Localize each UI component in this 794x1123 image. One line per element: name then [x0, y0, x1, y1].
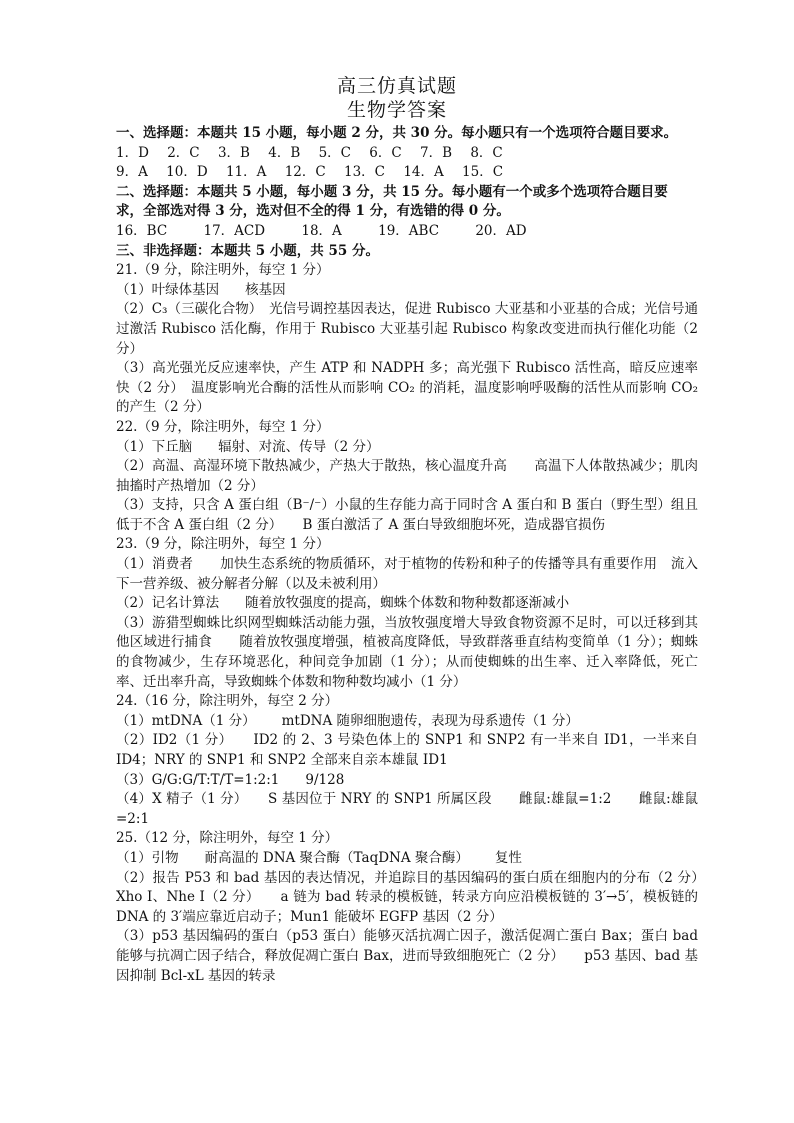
answer-item: 4．B	[268, 144, 301, 161]
answer-item: 17．ACD	[203, 222, 266, 239]
q22-part1-b: 辐射、对流、传导（2 分）	[218, 438, 380, 455]
section1-answers-row2	[116, 163, 698, 183]
answer-item: 18．A	[301, 222, 342, 239]
section1-answers-row1	[116, 144, 698, 164]
q23-heading: 23.（9 分，除注明外，每空 1 分）	[116, 536, 330, 553]
section2-answers	[116, 222, 698, 242]
section1-header: 一、选择题：本题共 15 小题，每小题 2 分，共 30 分。每小题只有一个选项符合题目要求。	[116, 125, 678, 141]
answer-item: 7．B	[420, 144, 453, 161]
q24-heading: 24.（16 分，除注明外，每空 2 分）	[116, 693, 339, 710]
section2-header-line1: 二、选择题：本题共 5 小题，每小题 3 分，共 15 分。每小题有一个或多个选项符合题目要	[116, 183, 668, 200]
q25-part1-b: 耐高温的 DNA 聚合酶（TaqDNA 聚合酶）	[204, 849, 469, 866]
q21-part2: （2）C₃（三碳化合物） 光信号调控基因表达，促进 Rubisco 大亚基和小亚基的合成；光信号通过激活 Rubisco 活化酶，作用于 Rubisco 大亚基引起 Rubisco 构象改变进而执行催化功能（2 分）	[116, 301, 698, 357]
q21-part3: （3）高光强光反应速率快，产生 ATP 和 NADPH 多；高光强下 Rubisco 活性高，暗反应速率快（2 分） 温度影响光合酶的活性从而影响 CO₂ 的消耗，温度影响呼吸酶的活性从而影响 CO₂ 的产生（2 分）	[116, 360, 698, 416]
q22-part1-a: （1）下丘脑	[116, 438, 193, 455]
answer-item: 11．A	[225, 164, 267, 181]
q24-part4: （4）X 精子（1 分） S 基因位于 NRY 的 SNP1 所属区段 雌鼠:雄鼠=1:2 雌鼠:雄鼠=2:1	[116, 791, 698, 827]
q24-part2: （2）ID2（1 分） ID2 的 2、3 号染色体上的 SNP1 和 SNP2 有一半来自 ID1，一半来自 ID4；NRY 的 SNP1 和 SNP2 全部来自亲本雄鼠 ID1	[116, 732, 698, 768]
q24-part1-a: （1）mtDNA（1 分）	[116, 712, 256, 729]
q25-part2: （2）报告 P53 和 bad 基因的表达情况，并追踪目的基因编码的蛋白质在细胞内的分布（2 分） Xho Ⅰ、Nhe Ⅰ（2 分） a 链为 bad 转录的模板链，转录方向应沿模板链的 3′→5′，模板链的 DNA 的 3′端应靠近启动子；Mun1 能破坏 EGFP 基因（2 分）	[116, 869, 712, 925]
answer-item: 13．C	[344, 164, 386, 181]
q22-part1	[116, 438, 698, 458]
q21-part1	[116, 281, 698, 301]
q21-part1-b: 核基因	[245, 281, 286, 298]
q25-part1-a: （1）引物	[116, 849, 179, 866]
exam-title: 高三仿真试题	[336, 75, 457, 97]
answer-item: 6．C	[369, 144, 402, 161]
answer-item: 2．C	[167, 144, 200, 161]
exam-subtitle: 生物学答案	[346, 99, 447, 121]
answer-item: 12．C	[284, 164, 326, 181]
q23-part2-b: 随着放牧强度的提高，蜘蛛个体数和物种数都逐渐减小	[245, 595, 570, 612]
q24-part3	[116, 771, 698, 791]
answer-item: 20．AD	[475, 222, 527, 239]
answer-item: 8．C	[470, 144, 503, 161]
answer-content	[116, 124, 712, 986]
q21-part1-a: （1）叶绿体基因	[116, 281, 220, 298]
q24-part1-b: mtDNA 随卵细胞遗传，表现为母系遗传（1 分）	[281, 712, 579, 729]
q22-heading: 22.（9 分，除注明外，每空 1 分）	[116, 418, 330, 435]
q24-part3-a: （3）G/G:G/T:T/T=1:2:1	[116, 771, 280, 788]
section2-header-line2: 求，全部选对得 3 分，选对但不全的得 1 分，有选错的得 0 分。	[116, 203, 510, 220]
answer-item: 10．D	[166, 164, 208, 181]
q23-part2	[116, 594, 698, 614]
section3-header: 三、非选择题：本题共 5 小题，共 55 分。	[116, 242, 379, 259]
answer-item: 1．D	[116, 144, 149, 161]
q23-part2-a: （2）记名计算法	[116, 595, 220, 612]
q21-heading: 21.（9 分，除注明外，每空 1 分）	[116, 262, 330, 279]
q22-part2: （2）高温、高湿环境下散热减少，产热大于散热，核心温度升高 高温下人体散热减少；肌肉抽搐时产热增加（2 分）	[116, 458, 698, 494]
answer-item: 9．A	[116, 164, 148, 181]
q24-part1	[116, 712, 698, 732]
q24-part3-b: 9/128	[305, 771, 345, 788]
answer-item: 3．B	[217, 144, 250, 161]
q25-heading: 25.（12 分，除注明外，每空 1 分）	[116, 830, 339, 847]
answer-item: 14．A	[403, 164, 444, 181]
q25-part1	[116, 849, 698, 869]
answer-item: 5．C	[318, 144, 351, 161]
answer-item: 16．BC	[116, 222, 168, 239]
q25-part3: （3）p53 基因编码的蛋白（p53 蛋白）能够灭活抗凋亡因子，激活促凋亡蛋白 Bax；蛋白 bad 能够与抗凋亡因子结合，释放促凋亡蛋白 Bax，进而导致细胞死亡（2 分） p53 基因、bad 基因抑制 Bcl-xL 基因的转录	[116, 928, 698, 984]
q23-part1: （1）消费者 加快生态系统的物质循环，对于植物的传粉和种子的传播等具有重要作用 流入下一营养级、被分解者分解（以及未被利用）	[116, 556, 698, 592]
q25-part1-c: 复性	[494, 849, 522, 866]
answer-item: 15．C	[462, 164, 504, 181]
answer-item: 19．ABC	[378, 222, 440, 239]
q22-part3: （3）支持，只含 A 蛋白组（B⁻/⁻）小鼠的生存能力高于同时含 A 蛋白和 B 蛋白（野生型）组且低于不含 A 蛋白组（2 分） B 蛋白激活了 A 蛋白导致细胞坏死，造成器官损伤	[116, 497, 698, 533]
q23-part3: （3）游猎型蜘蛛比织网型蜘蛛活动能力强，当放牧强度增大导致食物资源不足时，可以迁移到其他区域进行捕食 随着放牧强度增强，植被高度降低，导致群落垂直结构变简单（1 分）；蜘蛛的食物减少，生存环境恶化，种间竞争加剧（1 分）；从而使蜘蛛的出生率、迁入率降低，死亡率、迁出率升高，导致蜘蛛个体数和物种数均减小（1 分）	[116, 614, 698, 690]
